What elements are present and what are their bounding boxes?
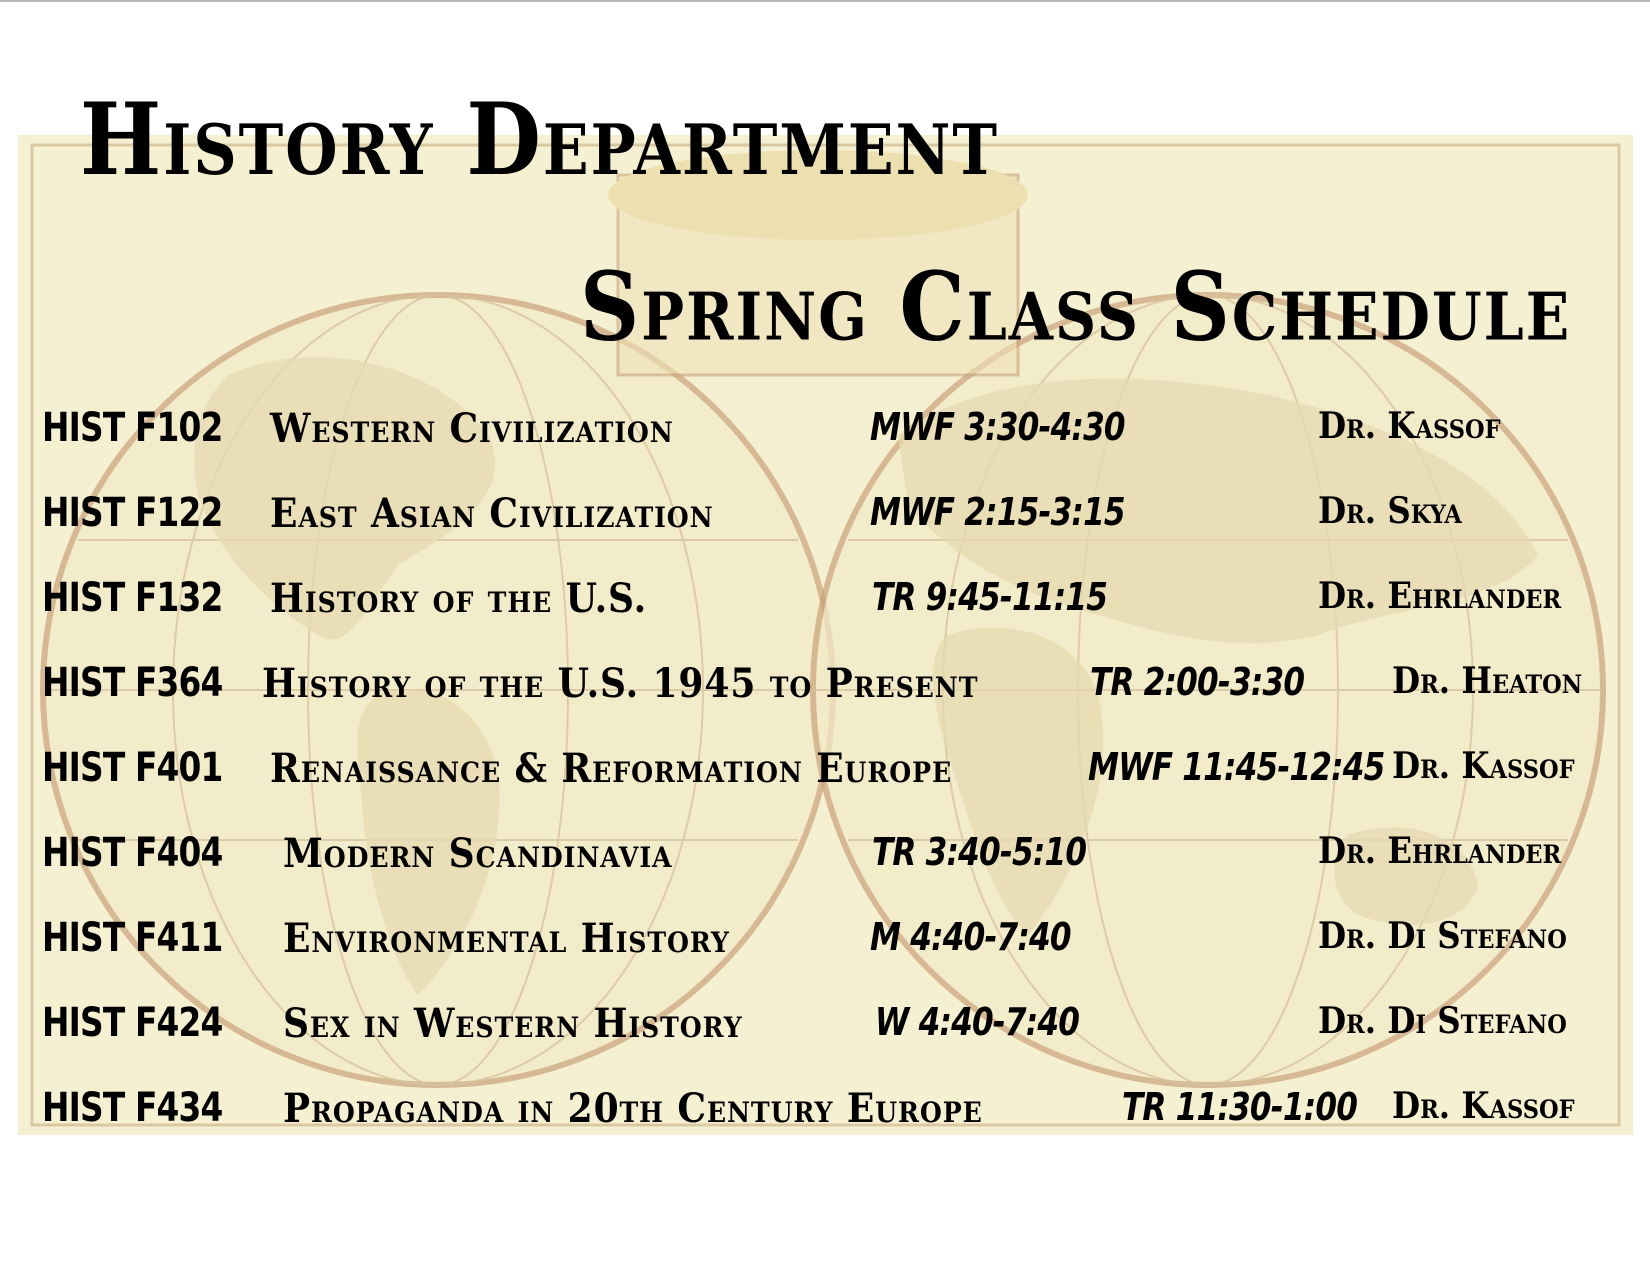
course-title: Sex in Western History [283, 1000, 743, 1047]
course-code: HIST F411 [42, 915, 223, 961]
course-instructor: Dr. Heaton [1392, 660, 1583, 702]
course-row [0, 490, 1650, 550]
course-title: Renaissance & Reformation Europe [270, 745, 953, 792]
course-row [0, 1000, 1650, 1060]
course-time: TR 11:30-1:00 [1122, 1085, 1358, 1129]
course-title: Propaganda in 20th Century Europe [283, 1085, 983, 1132]
course-title: History of the U.S. 1945 to Present [262, 660, 979, 707]
course-instructor: Dr. Di Stefano [1318, 1000, 1567, 1042]
course-instructor: Dr. Di Stefano [1318, 915, 1567, 957]
course-instructor: Dr. Skya [1318, 490, 1462, 532]
course-code: HIST F424 [42, 1000, 223, 1046]
course-instructor: Dr. Kassof [1392, 745, 1575, 787]
course-title: History of the U.S. [270, 575, 648, 622]
course-time: MWF 2:15-3:15 [870, 490, 1125, 534]
top-border-line [0, 0, 1650, 2]
course-instructor: Dr. Kassof [1318, 405, 1501, 447]
department-title: History Department [80, 82, 1000, 199]
course-title: Western Civilization [270, 405, 674, 452]
course-code: HIST F122 [42, 490, 223, 536]
course-time: MWF 11:45-12:45 [1088, 745, 1385, 789]
course-code: HIST F364 [42, 660, 223, 706]
course-code: HIST F434 [42, 1085, 223, 1131]
course-instructor: Dr. Ehrlander [1318, 575, 1562, 617]
course-row [0, 405, 1650, 465]
course-time: W 4:40-7:40 [875, 1000, 1080, 1044]
course-title: East Asian Civilization [270, 490, 714, 537]
course-time: M 4:40-7:40 [870, 915, 1071, 959]
course-row [0, 575, 1650, 635]
course-row [0, 915, 1650, 975]
course-time: TR 9:45-11:15 [872, 575, 1108, 619]
course-row [0, 660, 1650, 720]
course-code: HIST F132 [42, 575, 223, 621]
course-code: HIST F401 [42, 745, 223, 791]
course-code: HIST F102 [42, 405, 223, 451]
course-time: MWF 3:30-4:30 [870, 405, 1125, 449]
course-code: HIST F404 [42, 830, 223, 876]
course-time: TR 3:40-5:10 [872, 830, 1087, 874]
schedule-title: Spring Class Schedule [580, 252, 1572, 363]
course-title: Modern Scandinavia [283, 830, 673, 877]
course-instructor: Dr. Ehrlander [1318, 830, 1562, 872]
course-row [0, 830, 1650, 890]
course-row [0, 745, 1650, 805]
course-instructor: Dr. Kassof [1392, 1085, 1575, 1127]
course-row [0, 1085, 1650, 1145]
course-time: TR 2:00-3:30 [1090, 660, 1305, 704]
course-title: Environmental History [283, 915, 730, 962]
